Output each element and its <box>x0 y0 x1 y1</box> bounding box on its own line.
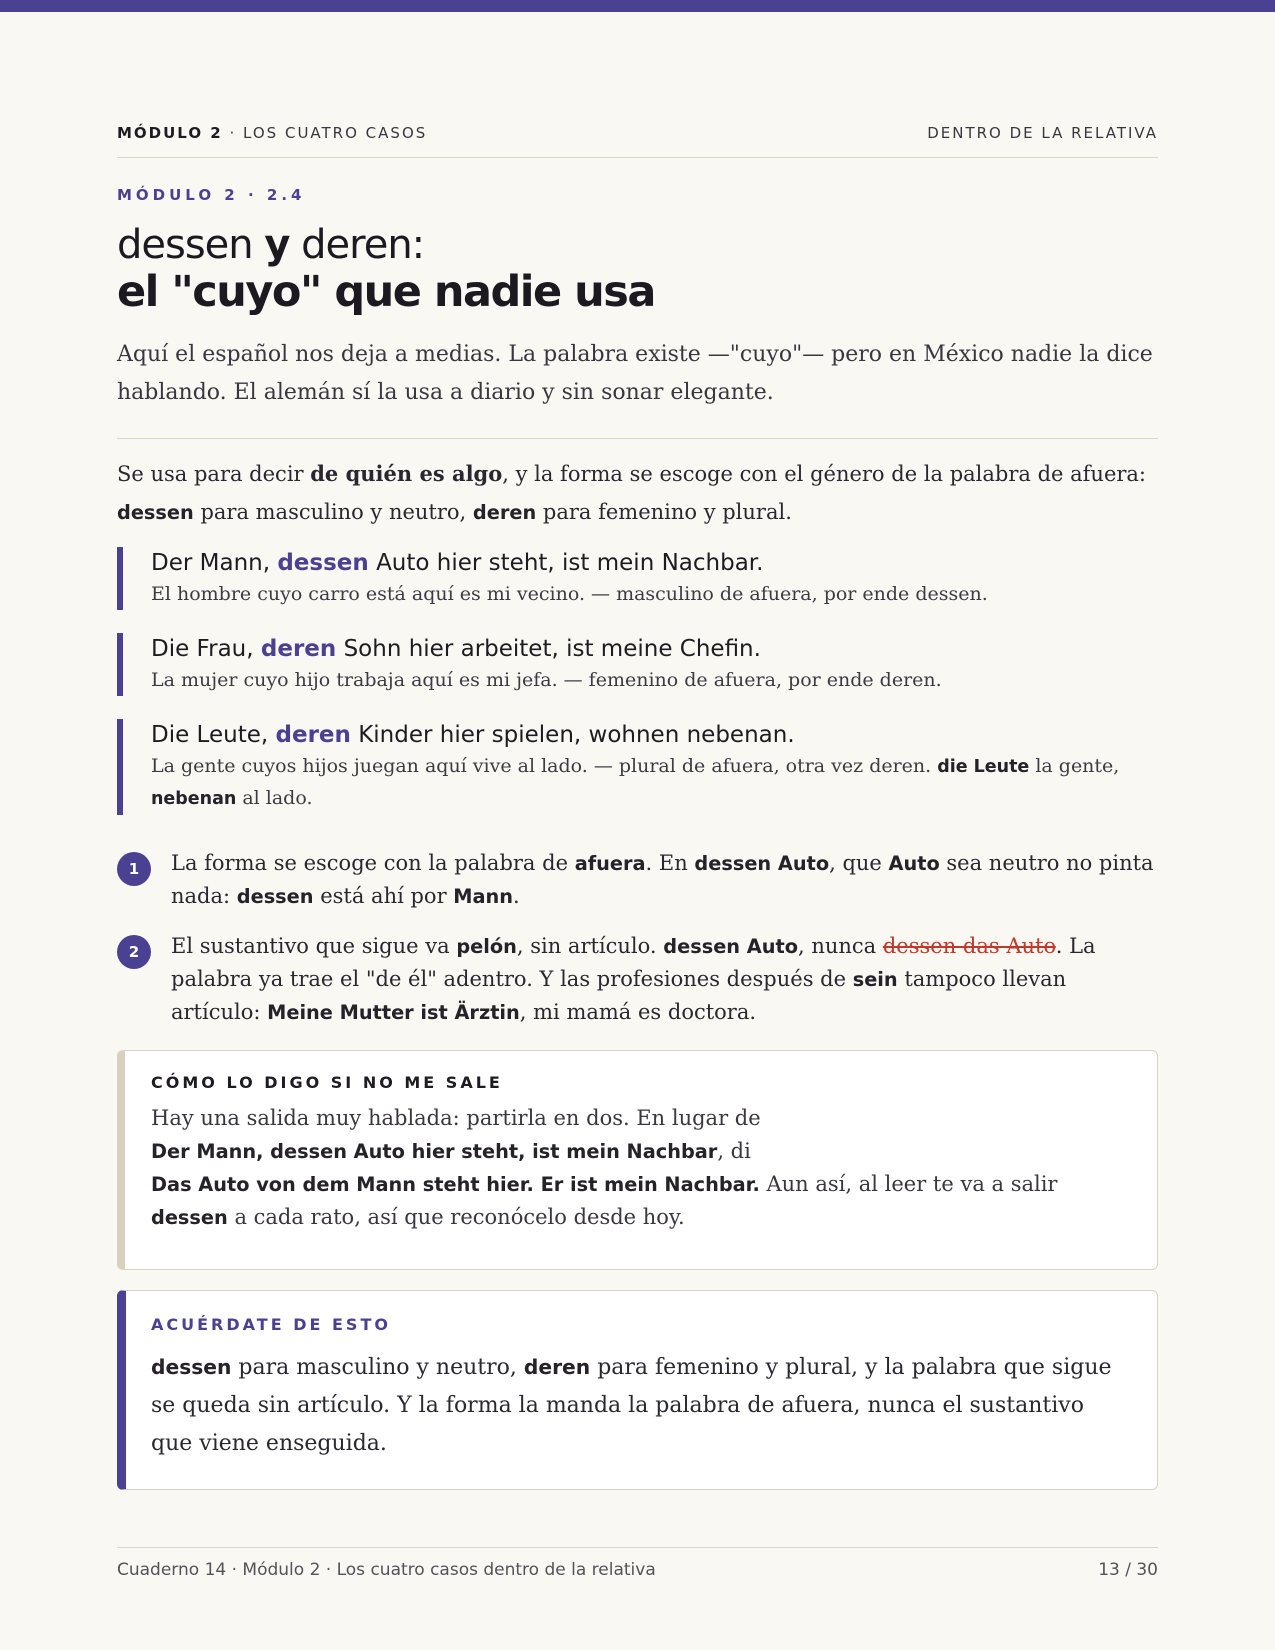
header-section: DENTRO DE LA RELATIVA <box>927 124 1158 142</box>
number-badge: 1 <box>117 852 151 886</box>
tip-box <box>117 1050 1158 1270</box>
top-accent-bar <box>0 0 1275 12</box>
point-text: El sustantivo que sigue va pelón, sin artículo. dessen Auto, nunca dessen das Auto. La palabra ya trae el "de él" adentro. Y las profesiones después de sein tampoco llevan artículo: Meine Mutter ist Ärztin, mi mamá es doctora. <box>171 934 1096 1024</box>
example-block <box>117 547 1158 610</box>
numbered-point <box>117 930 1158 1029</box>
example-block <box>117 633 1158 696</box>
tip-text: Hay una salida muy hablada: partirla en dos. En lugar de Der Mann, dessen Auto hier steht, ist mein Nachbar, di Das Auto von dem Mann steht hier. Er ist mein Nachbar. Aun así, al leer te va a salir dessen a cada rato, así que reconócelo desde hoy. <box>151 1106 1058 1229</box>
header-divider <box>117 157 1158 158</box>
example-german: Die Leute, deren Kinder hier spielen, wohnen nebenan. <box>151 722 795 748</box>
page-title: dessen y deren: el "cuyo" que nadie usa <box>117 222 655 317</box>
remember-box <box>117 1290 1158 1490</box>
incorrect-form: dessen das Auto <box>882 934 1056 958</box>
point-text: La forma se escoge con la palabra de afuera. En dessen Auto, que Auto sea neutro no pinta nada: dessen está ahí por Mann. <box>171 851 1154 908</box>
lead-paragraph: Aquí el español nos deja a medias. La palabra existe —"cuyo"— pero en México nadie la dice hablando. El alemán sí la usa a diario y sin sonar elegante. <box>117 342 1153 405</box>
footer-title: Cuaderno 14 · Módulo 2 · Los cuatro casos dentro de la relativa <box>117 1560 656 1580</box>
example-translation: La mujer cuyo hijo trabaja aquí es mi jefa. — femenino de afuera, por ende deren. <box>151 669 942 691</box>
example-block <box>117 719 1158 815</box>
tip-heading: CÓMO LO DIGO SI NO ME SALE <box>151 1073 503 1092</box>
remember-text: dessen para masculino y neutro, deren para femenino y plural, y la palabra que sigue se queda sin artículo. Y la forma la manda la palabra de afuera, nunca el sustantivo que viene enseguida. <box>151 1355 1112 1456</box>
page-number: 13 / 30 <box>1098 1560 1158 1580</box>
example-german: Die Frau, deren Sohn hier arbeitet, ist meine Chefin. <box>151 636 761 662</box>
page-footer <box>117 1560 1158 1580</box>
example-translation: El hombre cuyo carro está aquí es mi vecino. — masculino de afuera, por ende dessen. <box>151 583 988 605</box>
numbered-point <box>117 847 1158 913</box>
example-german: Der Mann, dessen Auto hier steht, ist mein Nachbar. <box>151 550 764 576</box>
running-header <box>117 124 1158 142</box>
header-module: MÓDULO 2 · LOS CUATRO CASOS <box>117 124 428 142</box>
lead-divider <box>117 438 1158 439</box>
number-badge: 2 <box>117 935 151 969</box>
section-eyebrow: MÓDULO 2 · 2.4 <box>117 186 306 204</box>
remember-heading: ACUÉRDATE DE ESTO <box>151 1315 391 1334</box>
intro-paragraph: Se usa para decir de quién es algo, y la forma se escoge con el género de la palabra de afuera: dessen para masculino y neutro, deren para femenino y plural. <box>117 461 1147 524</box>
footer-divider <box>117 1547 1158 1548</box>
example-translation: La gente cuyos hijos juegan aquí vive al lado. — plural de afuera, otra vez deren. die Leute la gente, nebenan al lado. <box>151 755 1120 809</box>
